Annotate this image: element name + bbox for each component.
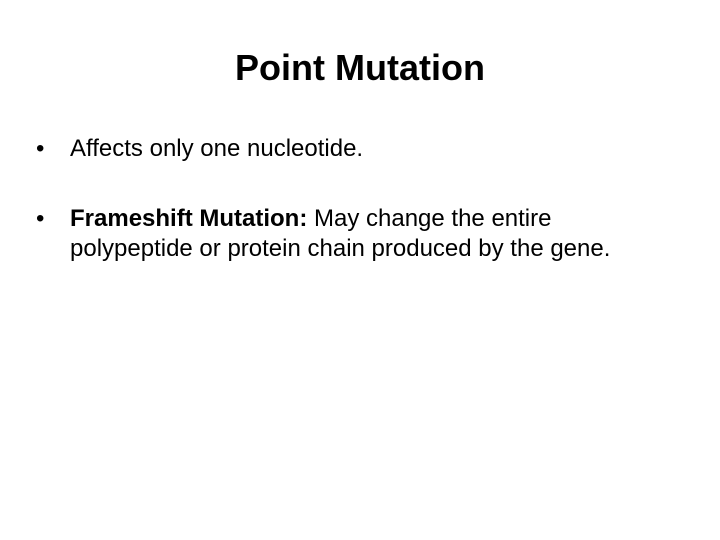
bullet-item-frameshift — [36, 204, 676, 264]
bullet-lead-term: Frameshift Mutation: — [70, 205, 308, 232]
bullet-item-nucleotide — [36, 134, 676, 164]
bullet-marker: • — [36, 205, 45, 232]
bullet-list — [36, 134, 676, 304]
slide-title: Point Mutation — [235, 47, 485, 88]
bullet-marker: • — [36, 135, 45, 162]
bullet-text: Affects only one nucleotide. — [70, 135, 364, 162]
bullet-text: May change the entire polypeptide or protein chain produced by the gene. — [70, 205, 611, 262]
